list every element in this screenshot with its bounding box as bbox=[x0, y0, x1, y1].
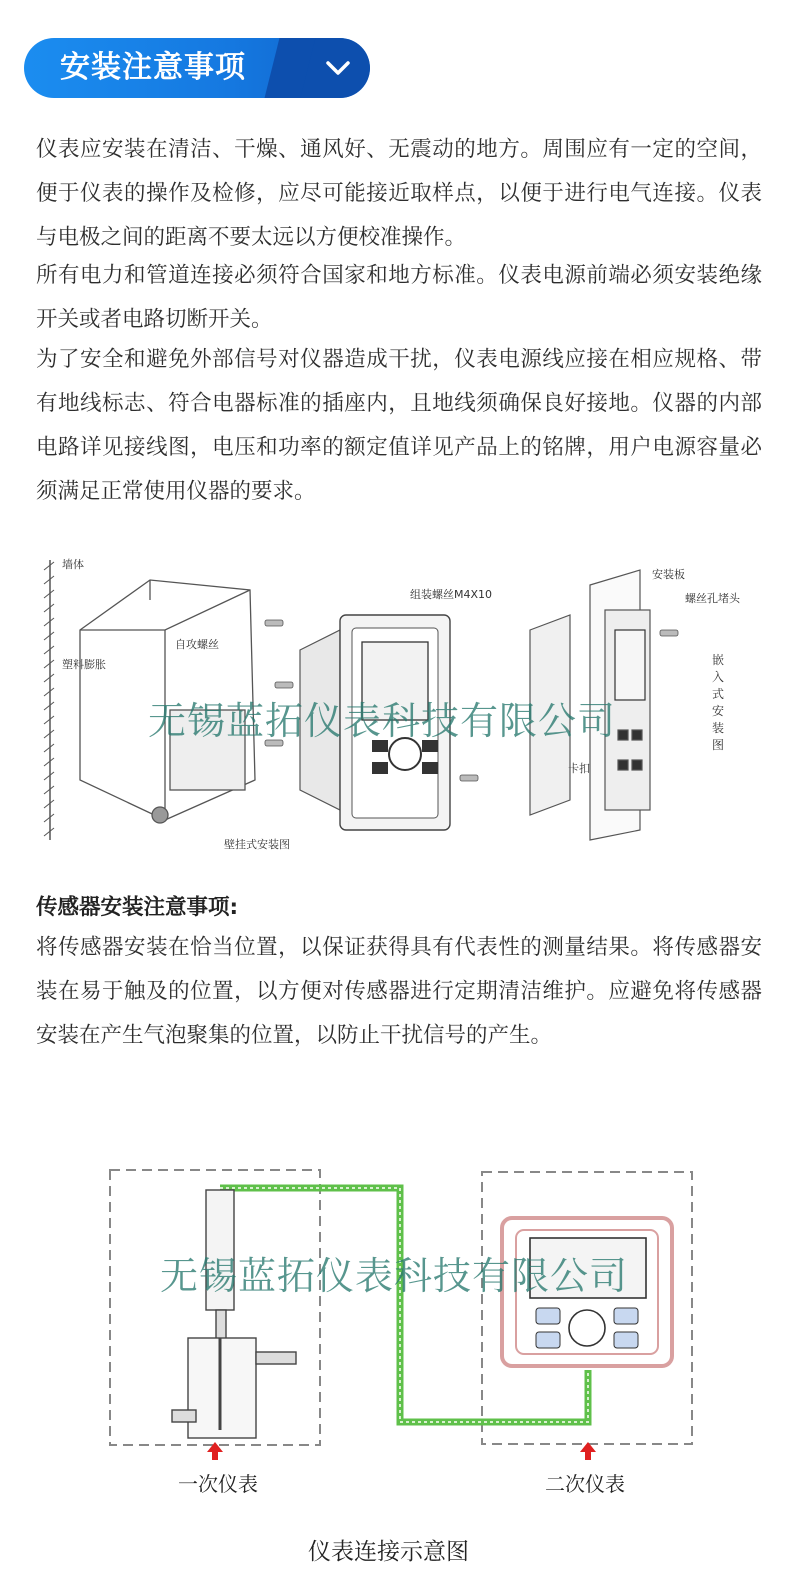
secondary-instrument-label: 二次仪表 bbox=[545, 1472, 625, 1496]
section-header bbox=[24, 38, 370, 98]
watermark-2: 无锡蓝拓仪表科技有限公司 bbox=[160, 1254, 629, 1298]
red-arrows bbox=[207, 1442, 596, 1460]
label-plastic-anchor: 塑料膨胀 bbox=[62, 658, 106, 671]
wall-hatching bbox=[44, 560, 54, 840]
label-clip: 卡扣 bbox=[568, 762, 590, 775]
label-screw-hole-plug: 螺丝孔堵头 bbox=[685, 592, 740, 605]
install-paragraph-3: 为了安全和避免外部信号对仪器造成干扰，仪表电源线应接在相应规格、带有地线标志、符合电器标准的插座内，且地线须确保良好接地。仪器的内部电路详见接线图，电压和功率的额定值详见产品上的铭牌，用户电源容量必须满足正常使用仪器的要求。 bbox=[36, 347, 762, 504]
install-paragraph-1: 仪表应安装在清洁、干燥、通风好、无震动的地方。周围应有一定的空间，便于仪表的操作及检修，应尽可能接近取样点，以便于进行电气连接。仪表与电极之间的距离不要太远以方便校准操作。 bbox=[36, 137, 762, 250]
primary-instrument-label: 一次仪表 bbox=[178, 1472, 258, 1496]
sensor-paragraph: 将传感器安装在恰当位置，以保证获得具有代表性的测量结果。将传感器安装在易于触及的位置，以方便对传感器进行定期清洁维护。应避免将传感器安装在产生气泡聚集的位置，以防止干扰信号的产生。 bbox=[36, 935, 762, 1048]
watermark-1: 无锡蓝拓仪表科技有限公司 bbox=[148, 699, 617, 743]
label-wall: 墙体 bbox=[62, 558, 84, 571]
label-mounting-plate: 安装板 bbox=[652, 568, 685, 581]
label-embedded-caption: 嵌入式安装图 bbox=[712, 653, 725, 752]
label-self-tapping-screw: 自攻螺丝 bbox=[175, 638, 219, 651]
sensor-heading: 传感器安装注意事项: bbox=[36, 895, 239, 920]
label-assembly-screw: 组装螺丝M4X10 bbox=[410, 588, 493, 601]
chevron-down-icon[interactable] bbox=[322, 52, 354, 84]
connection-caption: 仪表连接示意图 bbox=[308, 1539, 469, 1565]
primary-sensor bbox=[172, 1190, 296, 1438]
section-title: 安装注意事项 bbox=[60, 50, 246, 85]
label-wall-caption: 壁挂式安装图 bbox=[224, 838, 290, 851]
install-paragraph-2: 所有电力和管道连接必须符合国家和地方标准。仪表电源前端必须安装绝缘开关或者电路切断开关。 bbox=[36, 263, 762, 332]
connection-diagram bbox=[100, 1160, 700, 1460]
